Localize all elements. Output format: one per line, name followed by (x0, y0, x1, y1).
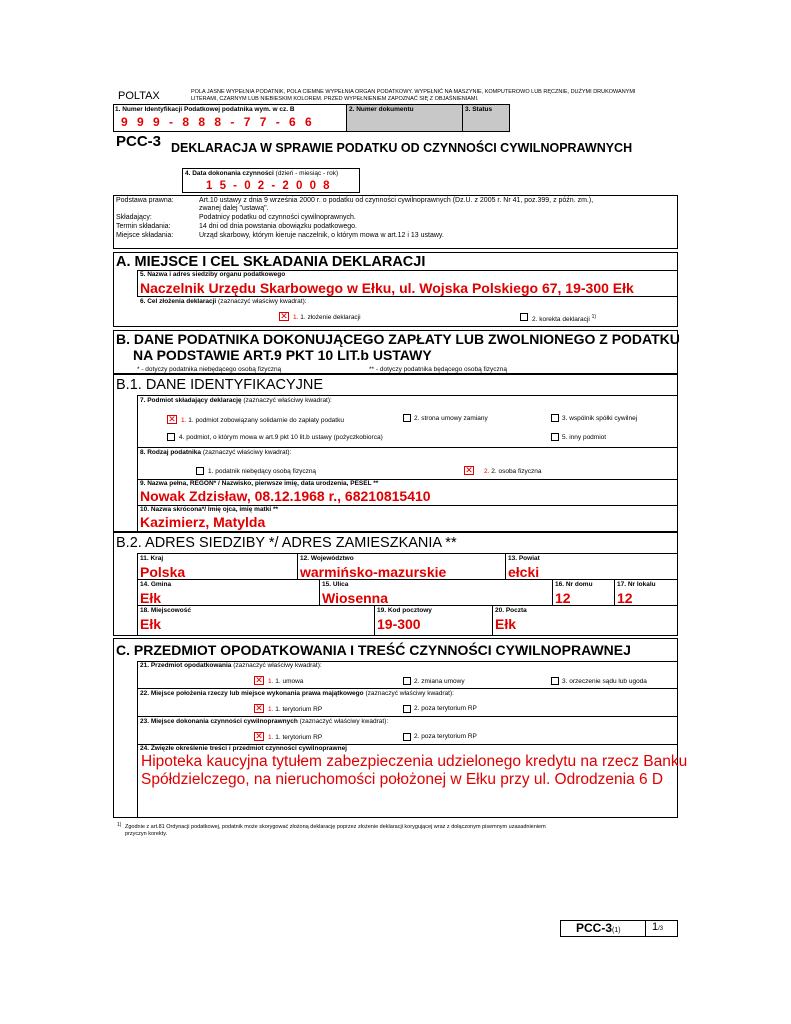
form-title: DEKLARACJA W SPRAWIE PODATKU OD CZYNNOŚCI CYWILNOPRAWNYCH (171, 141, 633, 155)
field-9-value[interactable]: Nowak Zdzisław, 08.12.1968 r., 68210815410 (140, 488, 431, 504)
field-10-value[interactable]: Kazimierz, Matylda (140, 514, 266, 530)
date-label: 4. Data dokonania czynności (dzień - miesiąc - rok) (185, 170, 339, 177)
divider (319, 579, 320, 605)
divider (137, 553, 138, 636)
option-pozyczkobiorca-label: 4. podmiot, o którym mowa w art.9 pkt 10 lit.b ustawy (pożyczkobiorca) (179, 434, 383, 441)
option-podmiot-solidarny-label: 1. 1. podmiot zobowiązany solidarnie do zapłaty podatku (181, 417, 344, 424)
divider (297, 553, 298, 579)
form-code: PCC-3 (116, 133, 162, 150)
option-terytorium-22-label: 1. 1. terytorium RP (268, 706, 323, 713)
field-12-value[interactable]: warmińsko-mazurskie (300, 564, 447, 580)
option-niebedacy-osoba-label: 1. podatnik niebędący osobą fizyczną (208, 468, 317, 475)
field-20-label: 20. Poczta (495, 607, 527, 614)
divider (137, 605, 678, 606)
divider (137, 716, 678, 717)
legal-row-key: Składający: (116, 214, 152, 221)
field-3-label: 3. Status (465, 106, 493, 113)
date-value[interactable]: 1 5 - 0 2 - 2 0 0 8 (206, 180, 332, 192)
divider (137, 395, 678, 396)
checkbox-poza-terytorium-22[interactable] (403, 705, 411, 713)
section-a-title: A. MIEJSCE I CEL SKŁADANIA DEKLARACJI (116, 254, 426, 270)
field-18-value[interactable]: Ełk (140, 616, 162, 632)
option-umowa-label: 1. 1. umowa (268, 678, 304, 685)
footnote-marker: 1) (117, 822, 122, 828)
footnote-text-line1: Zgodnie z art.81 Ordynacji podatkowej, podatnik może skorygować złożoną deklarację poprzez złożenie deklaracji korygującej wraz z dołączonym pisemnym uzasadnieniem (125, 824, 546, 830)
option-poza-terytorium-22-label: 2. poza terytorium RP (414, 705, 477, 712)
legal-row-value: Urząd skarbowy, którym kieruje naczelnik, o którym mowa w art.12 i 13 ustawy. (199, 232, 444, 239)
checkbox-pozyczkobiorca[interactable] (167, 433, 175, 441)
note-non-person: * - dotyczy podatnika niebędącego osobą fizyczną (137, 366, 282, 373)
field-5-value[interactable]: Naczelnik Urzędu Skarbowego w Ełku, ul. Wojska Polskiego 67, 19-300 Ełk (140, 280, 634, 296)
checkbox-wspolnik[interactable] (551, 414, 559, 422)
checkbox-osoba-fizyczna-checked[interactable]: ✕ (465, 465, 473, 475)
divider (645, 920, 646, 937)
checkbox-inny-podmiot[interactable] (551, 433, 559, 441)
section-b1-title: B.1. DANE IDENTYFIKACYJNE (116, 377, 324, 393)
field-9-label: 9. Nazwa pełna, REGON* / Nazwisko, pierwsze imię, data urodzenia, PESEL ** (140, 480, 379, 487)
checkbox-strona-zamiany[interactable] (403, 414, 411, 422)
field-19-value[interactable]: 19-300 (377, 616, 421, 632)
legal-row-value: Podatnicy podatku od czynności cywilnoprawnych. (199, 214, 356, 221)
nip-value[interactable]: 9 9 9 - 8 8 8 - 7 7 - 6 6 (121, 115, 315, 129)
field-11-value[interactable]: Polska (140, 564, 186, 580)
field-15-label: 15. Ulica (322, 581, 349, 588)
section-c-title: C. PRZEDMIOT OPODATKOWANIA I TREŚĆ CZYNNOŚCI CYWILNOPRAWNEJ (116, 642, 631, 658)
option-inny-podmiot-label: 5. inny podmiot (562, 434, 607, 441)
field-22-label: 22. Miejsce położenia rzeczy lub miejsce wykonania prawa majątkowego (zaznaczyć właściwy kwadrat): (140, 690, 454, 697)
field-7-label: 7. Podmiot składający deklarację (zaznaczyć właściwy kwadrat): (140, 397, 332, 404)
divider (505, 553, 506, 579)
field-12-label: 12. Województwo (300, 555, 354, 562)
field-13-value[interactable]: ełcki (508, 564, 540, 580)
field-14-label: 14. Gmina (140, 581, 172, 588)
field-17-label: 17. Nr lokalu (617, 581, 656, 588)
checkbox-orzeczenie[interactable] (551, 677, 559, 685)
field-16-label: 16. Nr domu (555, 581, 593, 588)
checkbox-podmiot-solidarny-checked[interactable]: ✕ (168, 414, 176, 424)
field-18-label: 18. Miejscowość (140, 607, 191, 614)
field-20-value[interactable]: Ełk (495, 616, 517, 632)
option-osoba-fizyczna-label: 2. 2. osoba fizyczna (484, 468, 542, 475)
field-8-label: 8. Rodzaj podatnika (zaznaczyć właściwy kwadrat): (140, 449, 292, 456)
option-korekta-label: 2. korekta deklaracji $^{1)}$ (532, 314, 597, 324)
field-24-value-line1[interactable]: Hipoteka kaucyjna tytułem zabezpieczenia udzielonego kredytu na rzecz Banku (141, 753, 688, 770)
checkbox-poza-terytorium-23[interactable] (403, 733, 411, 741)
checkbox-terytorium-23-checked[interactable]: ✕ (255, 731, 263, 741)
field-6-label: 6. Cel złożenia deklaracji (zaznaczyć właściwy kwadrat): (140, 298, 307, 305)
page-number: 1/3 (652, 921, 664, 933)
field-24-label: 24. Zwięzłe określenie treści i przedmiot czynności cywilnoprawnej (140, 745, 347, 752)
divider (614, 579, 615, 605)
section-b-title-line1: B. DANE PODATNIKA DOKONUJĄCEGO ZAPŁATY LUB ZWOLNIONEGO Z PODATKU (116, 331, 680, 347)
section-b2-title: B.2. ADRES SIEDZIBY */ ADRES ZAMIESZKANIA ** (116, 535, 457, 551)
option-zlozenie-label: 1. 1. złożenie deklaracji (293, 314, 361, 321)
checkbox-niebedacy-osoba[interactable] (196, 467, 204, 475)
checkbox-terytorium-22-checked[interactable]: ✕ (255, 703, 263, 713)
legal-row-key: Podstawa prawna: (116, 197, 174, 204)
field-21-label: 21. Przedmiot opodatkowania (zaznaczyć właściwy kwadrat): (140, 662, 322, 669)
divider (137, 688, 678, 689)
legal-row-key: Termin składania: (116, 223, 171, 230)
option-strona-zamiany-label: 2. strona umowy zamiany (414, 415, 488, 422)
field-19-label: 19. Kod pocztowy (377, 607, 432, 614)
legal-row-value: 14 dni od dnia powstania obowiązku podatkowego. (199, 223, 358, 230)
divider (137, 661, 138, 818)
field-13-label: 13. Powiat (508, 555, 540, 562)
divider (137, 579, 678, 580)
divider (492, 605, 493, 636)
footnote-text-line2: przyczyn korekty. (125, 831, 168, 837)
legal-row-key: Miejsce składania: (116, 232, 174, 239)
checkbox-umowa-checked[interactable]: ✕ (255, 675, 263, 685)
checkbox-zlozenie-checked[interactable]: ✕ (280, 311, 288, 321)
field-1-label: 1. Numer Identyfikacji Podatkowej podatnika wym. w cz. B (115, 106, 295, 113)
field-16-value[interactable]: 12 (555, 590, 571, 606)
divider (552, 579, 553, 605)
option-orzeczenie-label: 3. orzeczenie sądu lub ugoda (562, 678, 647, 685)
field-11-label: 11. Kraj (140, 555, 164, 562)
poltax-label: POLTAX (118, 90, 160, 102)
legal-row-value: zwanej dalej "ustawą". (199, 205, 269, 212)
field-14-value[interactable]: Ełk (140, 590, 162, 606)
field-23-label: 23. Miejsce dokonania czynności cywilnoprawnych (zaznaczyć właściwy kwadrat): (140, 718, 389, 725)
field-5-label: 5. Nazwa i adres siedziby organu podatkowego (140, 271, 286, 278)
divider (137, 553, 678, 554)
checkbox-zmiana-umowy[interactable] (403, 677, 411, 685)
divider (374, 605, 375, 636)
header-divider (346, 104, 347, 132)
option-poza-terytorium-23-label: 2. poza terytorium RP (414, 733, 477, 740)
field-17-value[interactable]: 12 (617, 590, 633, 606)
field-24-value-line2[interactable]: Spółdzielczego, na nieruchomości położonej w Ełku przy ul. Odrodzenia 6 D (141, 771, 664, 788)
field-15-value[interactable]: Wiosenna (322, 590, 388, 606)
fill-instructions: POLA JASNE WYPEŁNIA PODATNIK, POLA CIEMNE WYPEŁNIA ORGAN PODATKOWY. WYPEŁNIĆ NA MASZYNIE, KOMPUTEROWO LUB RĘCZNIE, DUŻYMI DRUKOWANYMI LITERAMI, CZARNYM LUB NIEBIESKIM KOLOREM. PRZED WYPEŁNIENIEM ZAPOZNAĆ SIĘ Z OBJAŚNIENIAMI. (191, 89, 636, 102)
option-terytorium-23-label: 1. 1. terytorium RP (268, 734, 323, 741)
checkbox-korekta[interactable] (520, 313, 528, 321)
option-wspolnik-label: 3. wspólnik spółki cywilnej (562, 415, 638, 422)
divider (137, 447, 678, 448)
field-10-label: 10. Nazwa skrócona*/ Imię ojca, imię matki ** (140, 506, 279, 513)
page-form-code: PCC-3(1) (576, 921, 621, 935)
field-2-label: 2. Numer dokumentu (349, 106, 414, 113)
section-b-title-line2: NA PODSTAWIE ART.9 PKT 10 LIT.b USTAWY (133, 347, 432, 363)
note-person: ** - dotyczy podatnika będącego osobą fizyczną (369, 366, 508, 373)
legal-row-value: Art.10 ustawy z dnia 9 września 2000 r. o podatku od czynności cywilnoprawnych (Dz.U. z 2005 r. Nr 41, poz.399, z późn. zm.), (199, 197, 594, 204)
option-zmiana-umowy-label: 2. zmiana umowy (414, 678, 465, 685)
header-divider (462, 104, 463, 132)
divider (137, 395, 138, 532)
